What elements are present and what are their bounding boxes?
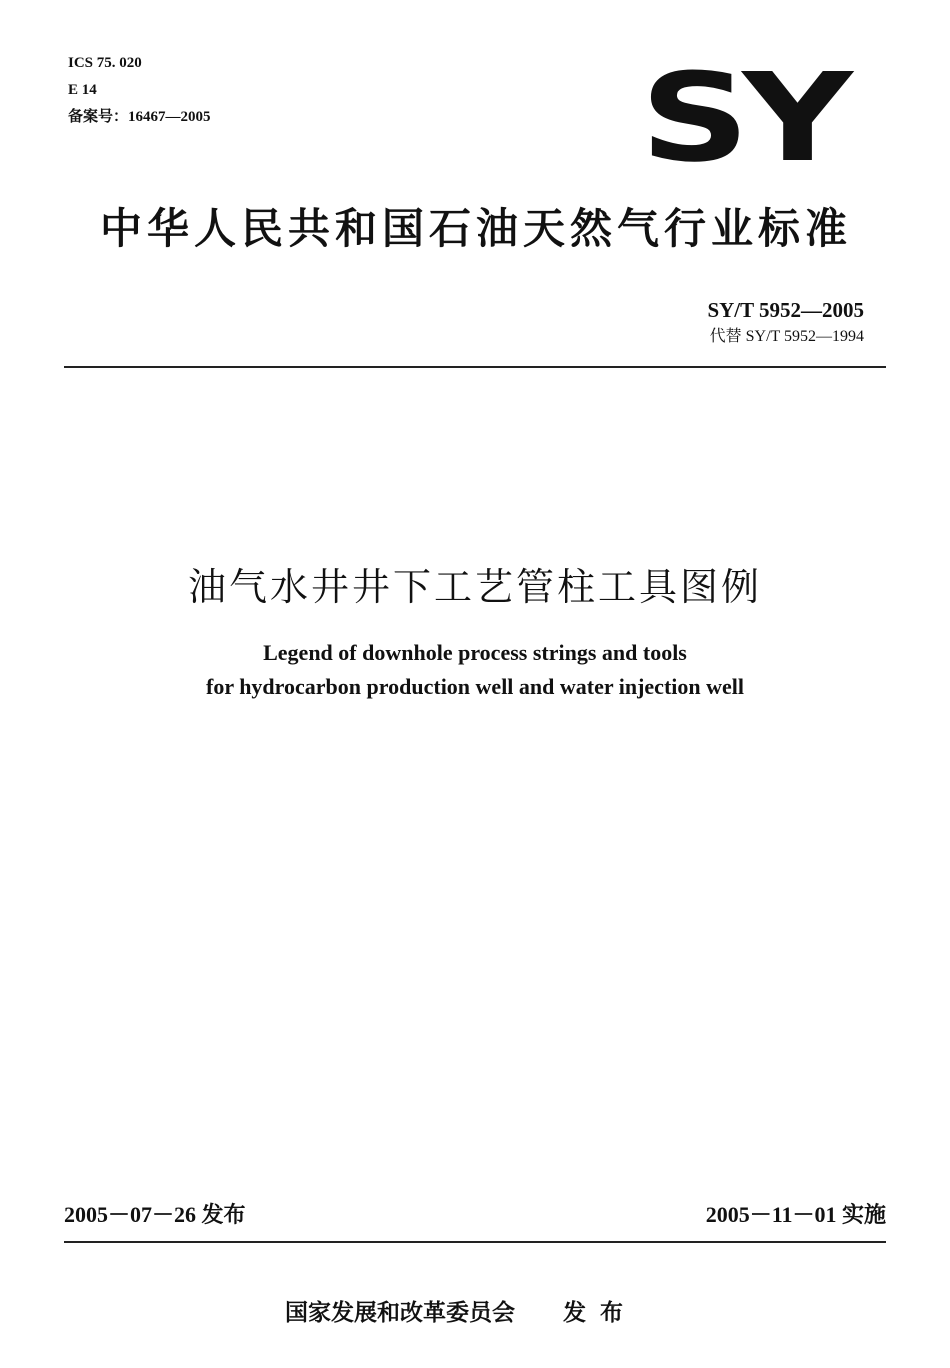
class-code: E 14 [68, 82, 97, 98]
classification-block [68, 50, 211, 131]
issue-date: 2005－07－26 发布 [64, 1202, 246, 1227]
publisher-line [285, 1294, 637, 1327]
record-number: 备案号：16467—2005 [68, 109, 211, 125]
effective-date: 2005－11－01 实施 [705, 1202, 886, 1227]
publish-verb: 发布 [563, 1300, 637, 1326]
ics-code: ICS 75. 020 [68, 55, 142, 71]
issuing-authority-heading: 中华人民共和国石油天然气行业标准 [100, 204, 853, 253]
english-title-line-2: for hydrocarbon production well and water injection well [206, 674, 744, 699]
top-divider [64, 366, 886, 368]
sy-logo: SY [640, 47, 846, 189]
document-title-english [0, 636, 950, 704]
standard-number-block [707, 296, 864, 350]
english-title-line-1: Legend of downhole process strings and tools [263, 640, 687, 665]
bottom-divider [64, 1241, 886, 1243]
publisher-name: 国家发展和改革委员会 [285, 1300, 515, 1326]
standard-number: SY/T 5952—2005 [707, 298, 864, 322]
document-title-chinese: 油气水井井下工艺管柱工具图例 [187, 565, 762, 609]
replaces-standard: 代替 SY/T 5952—1994 [709, 328, 864, 345]
